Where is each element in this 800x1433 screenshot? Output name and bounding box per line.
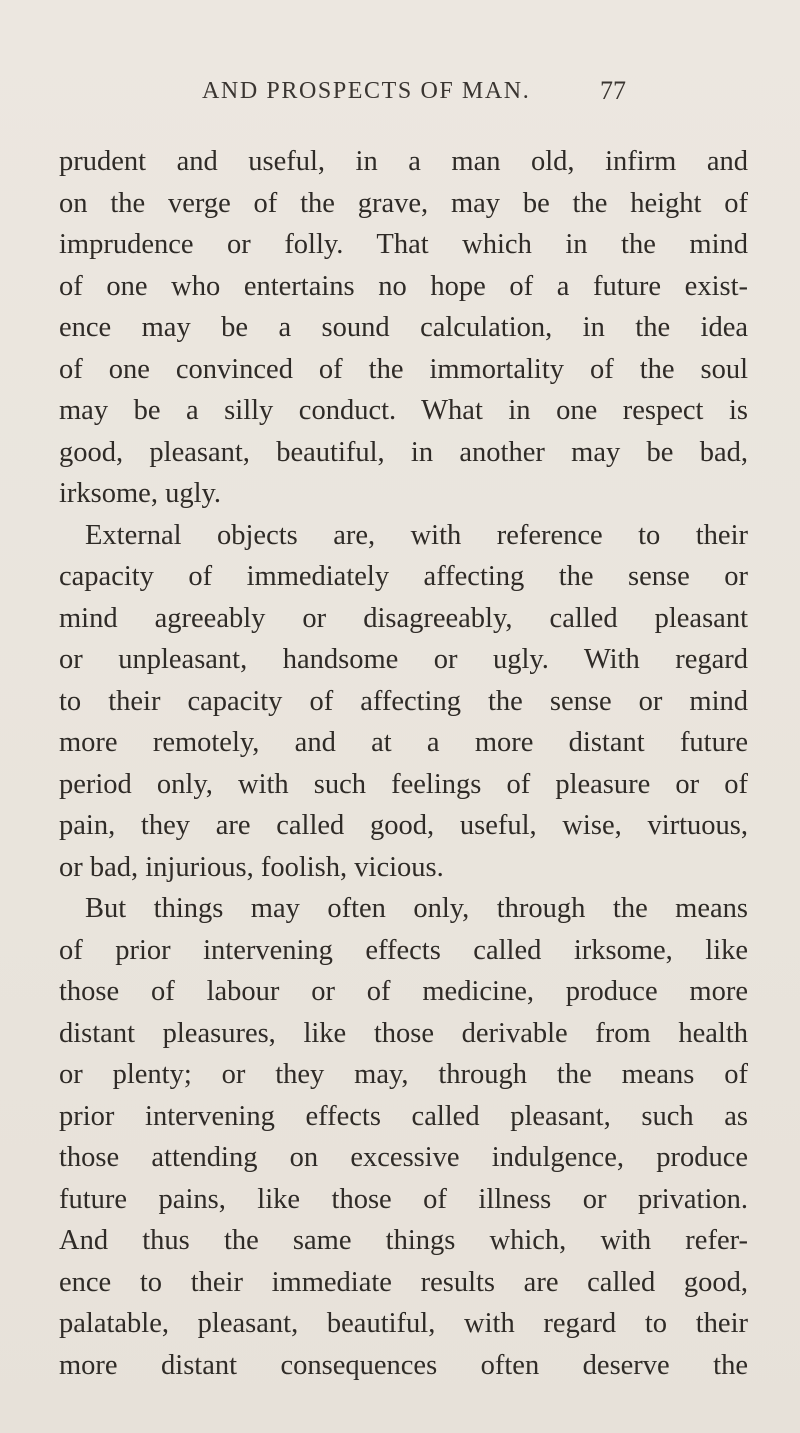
text-line: capacity of immediately affecting the sense or xyxy=(59,561,748,592)
text-line: good, pleasant, beautiful, in another may be bad, xyxy=(59,436,748,468)
text-line: ence to their immediate results are called good, xyxy=(59,1266,748,1298)
text-line: on the verge of the grave, may be the height of xyxy=(59,187,748,219)
text-line: mind agreeably or disagreeably, called pleasant xyxy=(59,602,748,634)
running-head: AND PROSPECTS OF MAN. xyxy=(202,78,531,104)
text-line: those attending on excessive indulgence, produce xyxy=(59,1142,748,1173)
text-line: distant pleasures, like those derivable from health xyxy=(59,1017,748,1049)
paragraph-end-line: irksome, ugly. xyxy=(59,478,222,509)
text-line: imprudence or folly. That which in the mind xyxy=(59,229,748,260)
text-line: prior intervening effects called pleasant, such as xyxy=(59,1100,748,1132)
text-line: or plenty; or they may, through the means of xyxy=(59,1059,748,1090)
text-line: more remotely, and at a more distant future xyxy=(59,727,748,758)
text-line: those of labour or of medicine, produce more xyxy=(59,976,748,1007)
text-line: of one who entertains no hope of a future exist- xyxy=(59,270,748,302)
paragraph-start-line: External objects are, with reference to their xyxy=(85,519,748,551)
text-line: more distant consequences often deserve the xyxy=(59,1349,748,1381)
text-line: of one convinced of the immortality of the soul xyxy=(59,353,748,385)
body-text xyxy=(59,141,748,1386)
text-line: to their capacity of affecting the sense or mind xyxy=(59,685,748,717)
text-line: of prior intervening effects called irksome, like xyxy=(59,934,748,966)
text-line: or unpleasant, handsome or ugly. With regard xyxy=(59,644,748,675)
text-line: ence may be a sound calculation, in the idea xyxy=(59,312,748,343)
text-line: may be a silly conduct. What in one respect is xyxy=(59,395,748,426)
text-line: pain, they are called good, useful, wise, virtuous, xyxy=(59,810,748,841)
text-line: future pains, like those of illness or privation. xyxy=(59,1183,748,1215)
text-line: period only, with such feelings of pleasure or of xyxy=(59,768,748,800)
text-line: prudent and useful, in a man old, infirm and xyxy=(59,146,748,177)
text-line: And thus the same things which, with refer- xyxy=(59,1225,748,1256)
page-number: 77 xyxy=(600,76,626,105)
text-line: palatable, pleasant, beautiful, with regard to their xyxy=(59,1308,748,1339)
paragraph-start-line: But things may often only, through the means xyxy=(85,893,748,924)
paragraph-end-line: or bad, injurious, foolish, vicious. xyxy=(59,851,444,883)
